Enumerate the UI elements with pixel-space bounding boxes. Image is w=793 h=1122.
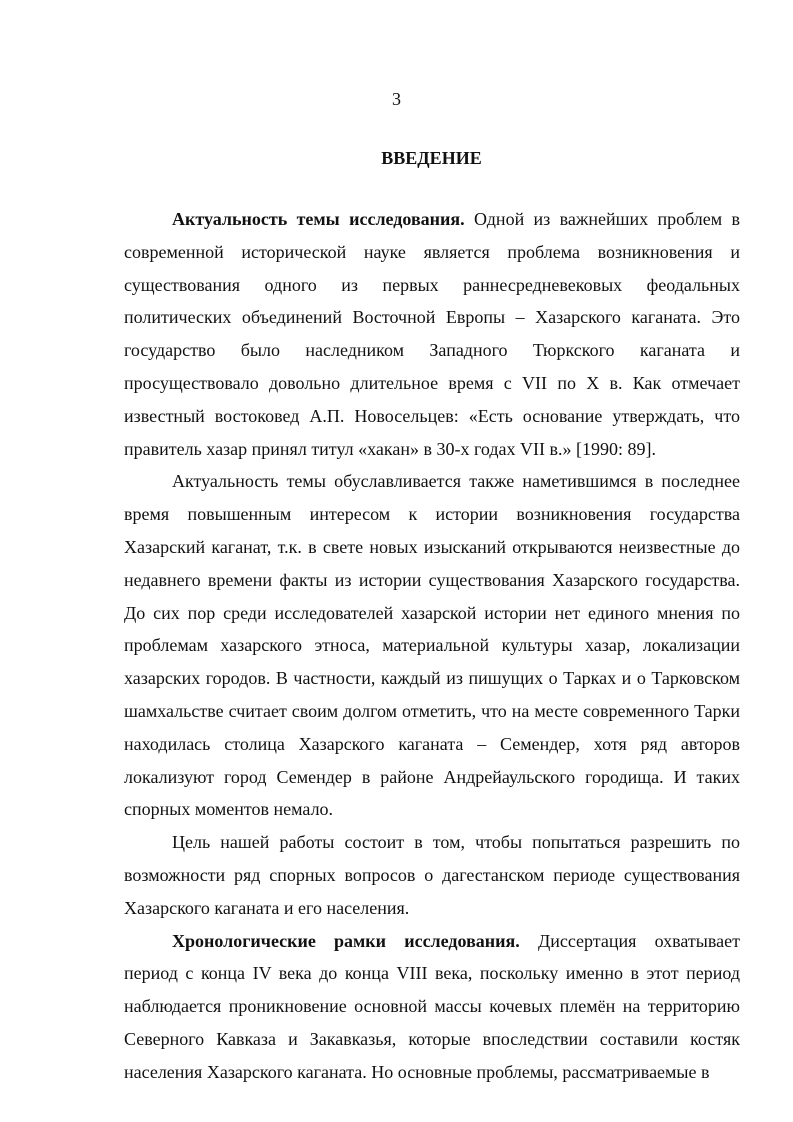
- paragraph-relevance-continued: [124, 465, 740, 826]
- paragraph-lead-chronology: Хронологические рамки исследования.: [172, 930, 520, 951]
- paragraph-relevance: [124, 203, 740, 465]
- paragraph-text: Одной из важнейших проблем в современной исторической науке является проблема возникновения и существования одного из первых раннесредневековых феодальных политических объединений Восточной Европы – Хазарского каганата. Это государство было наследником Западного Тюркского каганата и просуществовало довольно длительное время с VII по X в. Как отмечает известный востоковед А.П. Новосельцев: «Есть основание утверждать, что правитель хазар принял титул «хакан» в 30-х годах VII в.» [1990: 89].: [124, 209, 740, 459]
- document-body: [124, 203, 740, 1089]
- paragraph-text: Диссертация охватывает период с конца IV века до конца VIII века, поскольку именно в этот период наблюдается проникновение основной массы кочевых племён на территорию Северного Кавказа и Закавказья, которые впоследствии составили костяк населения Хазарского каганата. Но основные проблемы, рассматриваемые в: [124, 930, 740, 1082]
- paragraph-goal: [124, 826, 740, 924]
- paragraph-text: Актуальность темы обуславливается также наметившимся в последнее время повышенным интересом к истории возникновения государства Хазарский каганат, т.к. в свете новых изысканий открываются неизвестные до недавнего времени факты из истории существования Хазарского государства. До сих пор среди исследователей хазарской истории нет единого мнения по проблемам хазарского этноса, материальной культуры хазар, локализации хазарских городов. В частности, каждый из пишущих о Тарках и о Тарковском шамхальстве считает своим долгом отметить, что на месте современного Тарки находилась столица Хазарского каганата – Семендер, хотя ряд авторов локализуют город Семендер в районе Андрейаульского городища. И таких спорных моментов немало.: [124, 471, 740, 820]
- paragraph-text: Цель нашей работы состоит в том, чтобы попытаться разрешить по возможности ряд спорных вопросов о дагестанском периоде существования Хазарского каганата и его населения.: [124, 832, 740, 918]
- paragraph-lead-relevance: Актуальность темы исследования.: [172, 209, 465, 229]
- paragraph-chronology: [124, 925, 740, 1089]
- page-number: 3: [392, 89, 401, 109]
- section-heading: ВВЕДЕНИЕ: [381, 148, 482, 168]
